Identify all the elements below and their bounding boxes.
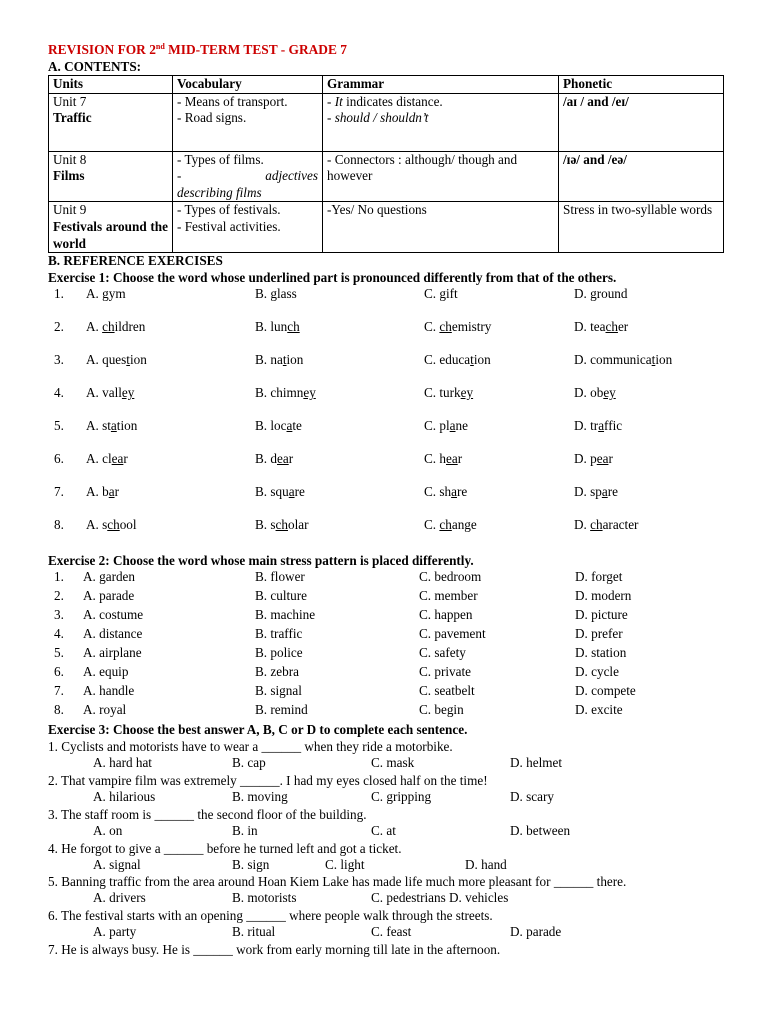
option-d: D. teacher <box>574 319 629 335</box>
option-b: B. flower <box>255 569 305 585</box>
question-1: 1. Cyclists and motorists have to wear a ______ when they ride a motorbike. <box>48 739 453 755</box>
document-page <box>48 40 723 958</box>
question-2: 2. That vampire film was extremely ______. I had my eyes closed half on the time! <box>48 772 488 788</box>
option-d: D. excite <box>575 702 623 718</box>
underlined-part: ch <box>287 319 300 335</box>
underlined-part: a <box>286 418 293 434</box>
underlined-part: a <box>598 418 605 434</box>
option-a: A. equip <box>83 664 129 680</box>
option-b: B. glass <box>255 286 297 302</box>
underlined-part: g <box>270 286 277 302</box>
phonetic-cell: /aɪ / and /eɪ/ <box>559 93 724 151</box>
phonetic-cell: Stress in two-syllable words <box>559 202 724 253</box>
option-c: C. gift <box>424 286 458 302</box>
item-number: 4. <box>54 385 64 401</box>
section-b-heading: B. REFERENCE EXERCISES <box>48 253 223 269</box>
underlined-part: ey <box>460 385 474 401</box>
option-c: C. safety <box>419 645 466 661</box>
underlined-part: a <box>449 418 456 434</box>
underlined-part: a <box>288 484 295 500</box>
option-d: D. ground <box>574 286 628 302</box>
option-d: D. forget <box>575 569 623 585</box>
option-c: C. pavement <box>419 626 486 642</box>
grammar-cell: - Connectors : although/ though and however <box>323 151 559 202</box>
unit-cell: Unit 8 Films <box>49 151 173 202</box>
option-a: A. airplane <box>83 645 142 661</box>
option-d: D. communication <box>574 352 673 368</box>
exercise-2-list <box>48 569 723 721</box>
option-c: C. member <box>419 588 478 604</box>
exercise-2-item <box>48 569 723 588</box>
unit-cell: Unit 9 Festivals around the world <box>49 202 173 253</box>
underlined-part: a <box>108 484 115 500</box>
answer-row: A. party B. ritual C. feast D. parade <box>93 924 562 940</box>
exercise-2-item <box>48 588 723 607</box>
unit-cell: Unit 7 Traffic <box>49 93 173 151</box>
question-3: 3. The staff room is ______ the second floor of the building. <box>48 806 367 822</box>
contents-table <box>48 75 724 253</box>
option-b: B. signal <box>255 683 302 699</box>
option-b: B. remind <box>255 702 308 718</box>
item-number: 2. <box>54 319 64 335</box>
table-row <box>49 202 724 253</box>
underlined-part: a <box>601 484 608 500</box>
item-number: 2. <box>54 588 64 604</box>
option-a: A. garden <box>83 569 135 585</box>
underlined-part: ch <box>605 319 618 335</box>
question-5: 5. Banning traffic from the area around Hoan Kiem Lake has made life much more pleasant for ______ there. <box>48 874 627 890</box>
option-a: A. school <box>86 517 137 533</box>
option-c: C. change <box>424 517 477 533</box>
vocab-cell: - Types of films. - adjectives describing films <box>173 151 323 202</box>
item-number: 7. <box>54 484 64 500</box>
underlined-part: a <box>451 484 457 500</box>
exercise-1-list <box>48 286 723 550</box>
underlined-part: g <box>439 286 446 302</box>
underlined-part: ey <box>603 385 616 401</box>
item-number: 3. <box>54 607 64 623</box>
item-number: 5. <box>54 418 64 434</box>
option-a: A. royal <box>83 702 127 718</box>
option-d: D. traffic <box>574 418 623 434</box>
underlined-part: ea <box>445 451 458 467</box>
option-a: A. question <box>86 352 147 368</box>
option-a: A. costume <box>83 607 144 623</box>
question-4: 4. He forgot to give a ______ before he turned left and got a ticket. <box>48 840 402 856</box>
item-number: 7. <box>54 683 64 699</box>
option-d: D. cycle <box>575 664 619 680</box>
option-a: A. parade <box>83 588 135 604</box>
underlined-part: ch <box>590 517 603 533</box>
option-b: B. lunch <box>255 319 300 335</box>
option-a: A. bar <box>86 484 119 500</box>
answer-row: A. hard hat B. cap C. mask D. helmet <box>93 755 563 771</box>
option-b: B. traffic <box>255 626 303 642</box>
underlined-part: a <box>110 418 117 434</box>
grammar-cell: -Yes/ No questions <box>323 202 559 253</box>
option-b: B. machine <box>255 607 316 623</box>
option-d: D. station <box>575 645 627 661</box>
option-b: B. nation <box>255 352 304 368</box>
option-d: D. compete <box>575 683 636 699</box>
exercise-2-item <box>48 683 723 702</box>
underlined-part: t <box>282 352 287 368</box>
option-b: B. police <box>255 645 303 661</box>
document-title: REVISION FOR 2nd MID-TERM TEST - GRADE 7 <box>48 42 347 57</box>
option-c: C. chemistry <box>424 319 492 335</box>
option-d: D. character <box>574 517 639 533</box>
option-d: D. picture <box>575 607 628 623</box>
option-d: D. prefer <box>575 626 623 642</box>
header-vocabulary: Vocabulary <box>173 76 323 94</box>
item-number: 8. <box>54 517 64 533</box>
option-a: A. gym <box>86 286 126 302</box>
item-number: 1. <box>54 569 64 585</box>
option-b: B. locate <box>255 418 302 434</box>
vocab-cell: - Means of transport. - Road signs. <box>173 93 323 151</box>
exercise-2-item <box>48 645 723 664</box>
option-b: B. chimney <box>255 385 316 401</box>
grammar-cell: - It indicates distance. - should / shouldn’t <box>323 93 559 151</box>
option-d: D. pear <box>574 451 613 467</box>
option-c: C. hear <box>424 451 463 467</box>
question-7: 7. He is always busy. He is ______ work from early morning till late in the afternoon. <box>48 941 501 957</box>
item-number: 5. <box>54 645 64 661</box>
option-c: C. turkey <box>424 385 474 401</box>
exercise-2-item <box>48 626 723 645</box>
exercise-2-item <box>48 702 723 721</box>
option-a: A. handle <box>83 683 135 699</box>
item-number: 8. <box>54 702 64 718</box>
vocab-cell: - Types of festivals. - Festival activities. <box>173 202 323 253</box>
underlined-part: ch <box>107 517 120 533</box>
option-c: C. plane <box>424 418 468 434</box>
item-number: 4. <box>54 626 64 642</box>
underlined-part: ea <box>596 451 609 467</box>
option-a: A. distance <box>83 626 143 642</box>
exercise-1-item <box>48 451 723 484</box>
option-c: C. begin <box>419 702 464 718</box>
exercise-1-item <box>48 352 723 385</box>
underlined-part: ch <box>439 319 452 335</box>
option-a: A. children <box>86 319 146 335</box>
table-header-row <box>49 76 724 94</box>
exercise-2-item <box>48 607 723 626</box>
item-number: 6. <box>54 664 64 680</box>
answer-row: A. drivers B. motorists C. pedestrians D. vehicles <box>93 890 509 906</box>
option-c: C. bedroom <box>419 569 482 585</box>
underlined-part: t <box>651 352 656 368</box>
exercise-1-item <box>48 484 723 517</box>
exercise-3-title: Exercise 3: Choose the best answer A, B, C or D to complete each sentence. <box>48 722 468 738</box>
section-a-heading: A. CONTENTS: <box>48 59 142 74</box>
underlined-part: t <box>470 352 474 368</box>
option-b: B. dear <box>255 451 294 467</box>
table-row <box>49 151 724 202</box>
underlined-part: ea <box>111 451 124 467</box>
item-number: 3. <box>54 352 64 368</box>
underlined-part: t <box>126 352 130 368</box>
exercise-2-title: Exercise 2: Choose the word whose main stress pattern is placed differently. <box>48 553 474 569</box>
option-d: D. obey <box>574 385 616 401</box>
header-units: Units <box>49 76 173 94</box>
item-number: 1. <box>54 286 64 302</box>
underlined-part: ea <box>276 451 289 467</box>
option-b: B. scholar <box>255 517 309 533</box>
exercise-1-item <box>48 319 723 352</box>
underlined-part: ey <box>303 385 316 401</box>
question-6: 6. The festival starts with an opening ______ where people walk through the streets. <box>48 908 493 924</box>
answer-row: A. signal B. sign C. light D. hand <box>93 856 507 872</box>
exercise-1-item <box>48 385 723 418</box>
answer-row: A. hilarious B. moving C. gripping D. scary <box>93 788 554 804</box>
option-b: B. culture <box>255 588 308 604</box>
exercise-1-item <box>48 517 723 550</box>
exercise-1-item <box>48 286 723 319</box>
underlined-part: ch <box>275 517 288 533</box>
option-a: A. clear <box>86 451 128 467</box>
option-c: C. seatbelt <box>419 683 475 699</box>
exercise-1-item <box>48 418 723 451</box>
underlined-part: g <box>590 286 597 302</box>
option-b: B. square <box>255 484 305 500</box>
phonetic-cell: /ɪə/ and /eə/ <box>559 151 724 202</box>
option-b: B. zebra <box>255 664 299 680</box>
option-c: C. happen <box>419 607 473 623</box>
underlined-part: ch <box>439 517 452 533</box>
underlined-part: ch <box>102 319 115 335</box>
option-c: C. share <box>424 484 468 500</box>
underlined-part: ey <box>121 385 135 401</box>
exercise-2-item <box>48 664 723 683</box>
option-c: C. private <box>419 664 472 680</box>
exercise-1-title: Exercise 1: Choose the word whose underlined part is pronounced differently from that of the others. <box>48 270 617 286</box>
option-a: A. valley <box>86 385 135 401</box>
option-d: D. modern <box>575 588 632 604</box>
option-d: D. spare <box>574 484 618 500</box>
item-number: 6. <box>54 451 64 467</box>
option-a: A. station <box>86 418 138 434</box>
header-phonetic: Phonetic <box>559 76 724 94</box>
underlined-part: g <box>102 286 109 302</box>
table-row <box>49 93 724 151</box>
answer-row: A. on B. in C. at D. between <box>93 822 571 838</box>
header-grammar: Grammar <box>323 76 559 94</box>
option-c: C. education <box>424 352 491 368</box>
